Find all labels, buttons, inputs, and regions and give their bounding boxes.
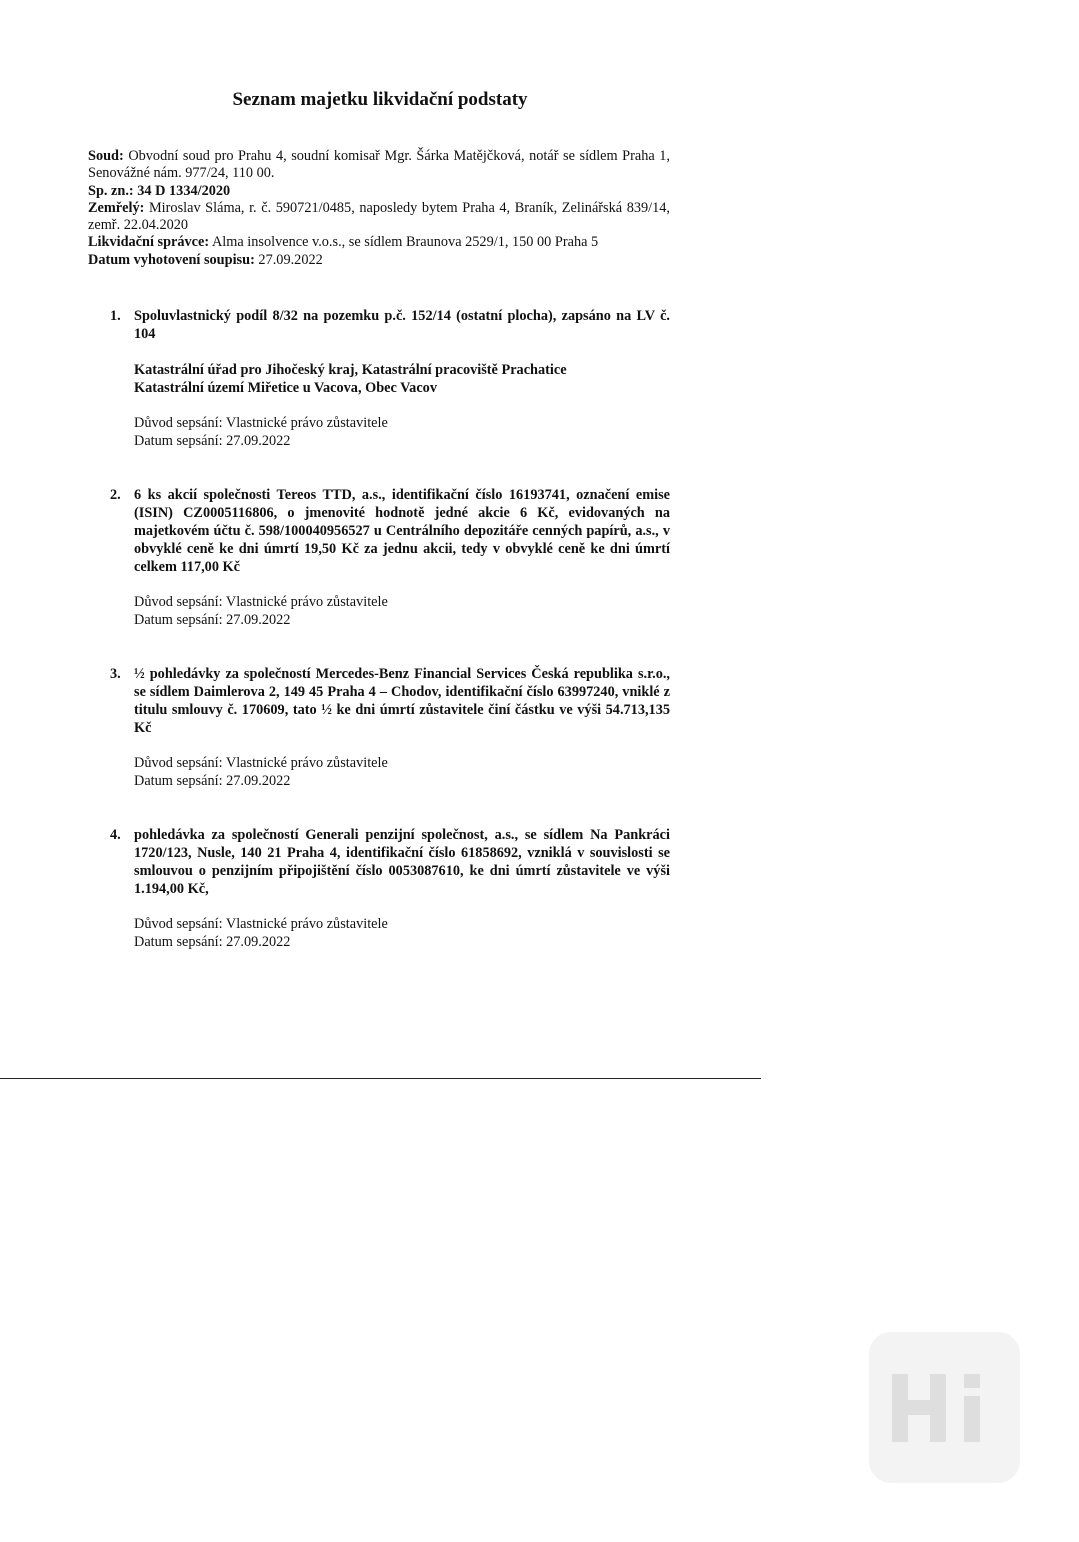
- court-value: Obvodní soud pro Prahu 4, soudní komisař Mgr. Šárka Matějčková, notář se sídlem Praha 1, Senovážné nám. 977/24, 110 00.: [88, 148, 670, 182]
- footer-divider: [0, 1078, 761, 1079]
- case-number-value: 34 D 1334/2020: [137, 182, 231, 199]
- asset-item-date: Datum sepsání: 27.09.2022: [134, 773, 291, 789]
- asset-item-number: 4.: [110, 827, 121, 843]
- asset-item-number: 1.: [110, 308, 121, 324]
- asset-item-description: Spoluvlastnický podíl 8/32 na pozemku p.č. 152/14 (ostatní plocha), zapsáno na LV č. 104: [134, 308, 670, 342]
- administrator-value: Alma insolvence v.o.s., se sídlem Braunova 2529/1, 150 00 Praha 5: [211, 234, 599, 251]
- deceased-label: Zemřelý:: [88, 199, 145, 216]
- asset-item-number: 2.: [110, 487, 121, 503]
- deceased-row: [88, 200, 670, 235]
- asset-item-meta: [134, 915, 670, 951]
- asset-item-meta: [134, 414, 670, 450]
- case-number-label: Sp. zn.:: [88, 182, 134, 199]
- asset-item-date: Datum sepsání: 27.09.2022: [134, 433, 291, 449]
- asset-item: [88, 826, 670, 951]
- asset-item-reason: Důvod sepsání: Vlastnické právo zůstavitele: [134, 415, 388, 431]
- watermark-logo: [869, 1332, 1020, 1483]
- asset-item-number: 3.: [110, 666, 121, 682]
- asset-item-description: pohledávka za společností Generali penzijní společnost, a.s., se sídlem Na Pankráci 1720/123, Nusle, 140 21 Praha 4, identifikační číslo 61858692, vzniklá v souvislosti se smlouvou o penzijním připojištění číslo 0053087610, ke dni úmrtí zůstavitele ve výši 1.194,00 Kč,: [134, 827, 670, 897]
- court-label: Soud:: [88, 148, 124, 164]
- inventory-date-value: 27.09.2022: [258, 251, 323, 268]
- case-number-row: [88, 183, 670, 200]
- court-row: [88, 148, 670, 183]
- asset-item-date: Datum sepsání: 27.09.2022: [134, 934, 291, 950]
- inventory-date-label: Datum vyhotovení soupisu:: [88, 251, 255, 268]
- asset-item-meta: [134, 593, 670, 629]
- asset-item-reason: Důvod sepsání: Vlastnické právo zůstavitele: [134, 594, 388, 610]
- administrator-row: [88, 234, 670, 251]
- asset-item-reason: Důvod sepsání: Vlastnické právo zůstavitele: [134, 755, 388, 771]
- deceased-value: Miroslav Sláma, r. č. 590721/0485, naposledy bytem Praha 4, Braník, Zelinářská 839/14, zemř. 22.04.2020: [88, 199, 670, 234]
- inventory-date-row: [88, 252, 670, 269]
- asset-item-location: [134, 361, 670, 397]
- asset-item-description: 6 ks akcií společnosti Tereos TTD, a.s., identifikační číslo 16193741, označení emise (ISIN) CZ0005116806, o jmenovité hodnotě jedné akcie 6 Kč, evidovaných na majetkovém účtu č. 598/100040956527 u Centrálního depozitáře cenných papírů, a.s., v obvyklé ceně ke dni úmrtí 19,50 Kč za jednu akcii, tedy v obvyklé ceně ke dni úmrtí celkem 117,00 Kč: [134, 487, 670, 575]
- asset-item-location-area: Katastrální území Miřetice u Vacova, Obec Vacov: [134, 380, 437, 396]
- asset-item: [88, 665, 670, 790]
- asset-item-description: ½ pohledávky za společností Mercedes-Benz Financial Services Česká republika s.r.o., se sídlem Daimlerova 2, 149 45 Praha 4 – Chodov, identifikační číslo 63997240, vniklé z titulu smlouvy č. 170609, tato ½ ke dni úmrtí zůstavitele činí částku ve výši 54.713,135 Kč: [134, 666, 670, 736]
- page-title: Seznam majetku likvidační podstaty: [232, 89, 528, 110]
- asset-item: [88, 307, 670, 450]
- asset-item-date: Datum sepsání: 27.09.2022: [134, 612, 291, 628]
- watermark-logo-glyph: [892, 1372, 998, 1444]
- asset-item-location-office: Katastrální úřad pro Jihočeský kraj, Katastrální pracoviště Prachatice: [134, 362, 567, 378]
- administrator-label: Likvidační správce:: [88, 234, 210, 251]
- asset-list: [88, 307, 670, 951]
- asset-item-reason: Důvod sepsání: Vlastnické právo zůstavitele: [134, 916, 388, 932]
- asset-item: [88, 486, 670, 629]
- asset-item-meta: [134, 754, 670, 790]
- document-header: [88, 148, 670, 269]
